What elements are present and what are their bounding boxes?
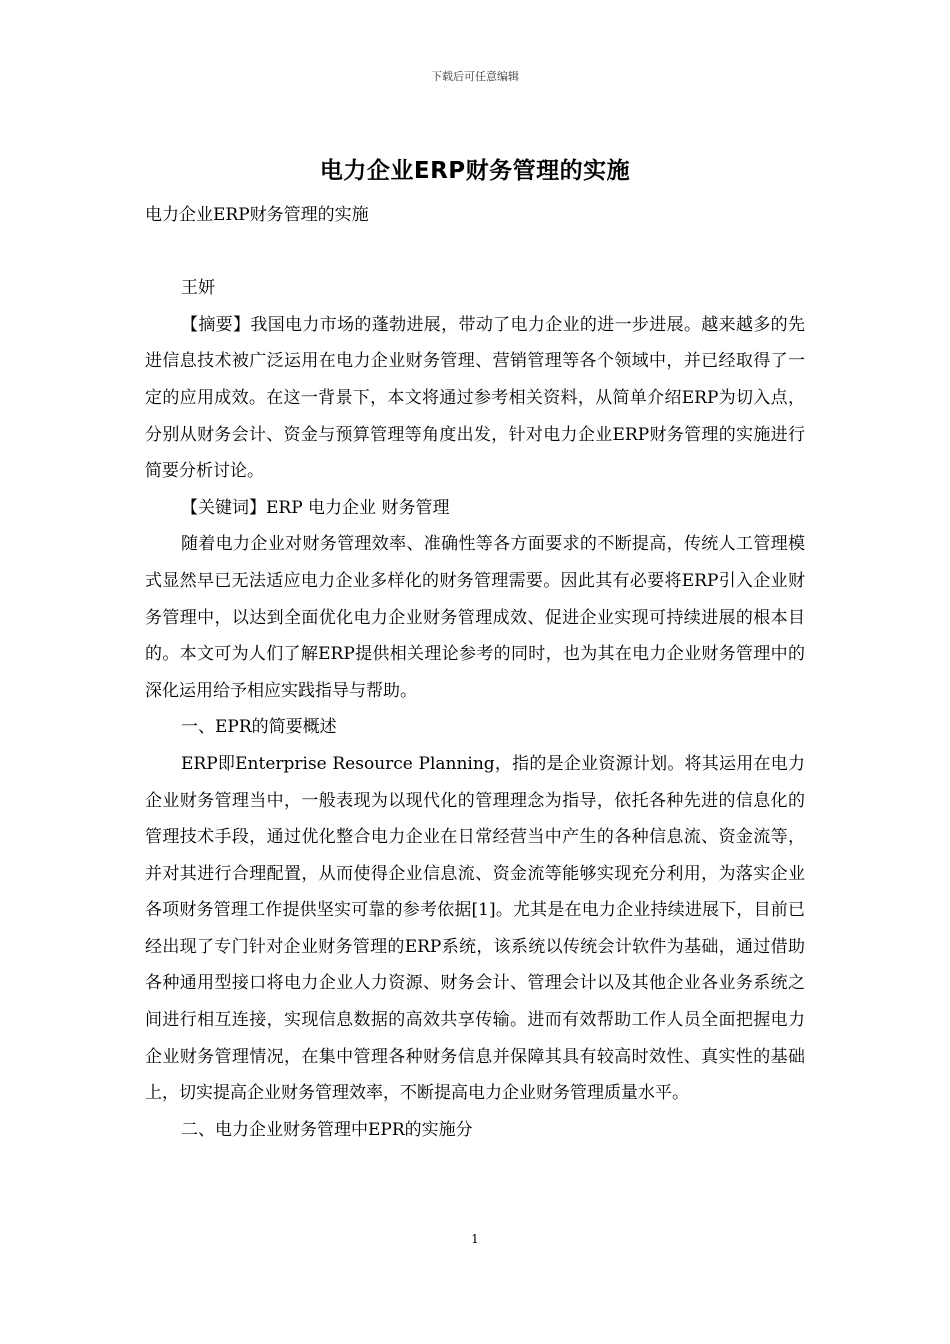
document-subtitle: 电力企业ERP财务管理的实施 xyxy=(145,205,369,225)
abstract-paragraph: 【摘要】我国电力市场的蓬勃进展，带动了电力企业的进一步进展。越来越多的先进信息技术被广泛运用在电力企业财务管理、营销管理等各个领域中，并已经取得了一定的应用成效。在这一背景下，本文将通过参考相关资料，从简单介绍ERP为切入点，分别从财务会计、资金与预算管理等角度出发，针对电力企业ERP财务管理的实施进行简要分析讨论。 xyxy=(145,314,805,482)
page-number: 1 xyxy=(471,1232,479,1246)
section-heading-1: 一、EPR的简要概述 xyxy=(181,717,337,738)
section-heading-2: 二、电力企业财务管理中EPR的实施分 xyxy=(181,1119,473,1140)
document-body xyxy=(145,197,805,1148)
keywords-paragraph: 【关键词】ERP 电力企业 财务管理 xyxy=(181,497,450,518)
section-1-paragraph: ERP即Enterprise Resource Planning，指的是企业资源计划。将其运用在电力企业财务管理当中，一般表现为以现代化的管理理念为指导，依托各种先进的信息化的管理技术手段，通过优化整合电力企业在日常经营当中产生的各种信息流、资金流等，并对其进行合理配置，从而使得企业信息流、资金流等能够实现充分利用，为落实企业各项财务管理工作提供坚实可靠的参考依据[1]。尤其是在电力企业持续进展下，目前已经出现了专门针对企业财务管理的ERP系统，该系统以传统会计软件为基础，通过借助各种通用型接口将电力企业人力资源、财务会计、管理会计以及其他企业各业务系统之间进行相互连接，实现信息数据的高效共享传输。进而有效帮助工作人员全面把握电力企业财务管理情况，在集中管理各种财务信息并保障其具有较高时效性、真实性的基础上，切实提高企业财务管理效率，不断提高电力企业财务管理质量水平。 xyxy=(145,753,805,1104)
intro-paragraph: 随着电力企业对财务管理效率、准确性等各方面要求的不断提高，传统人工管理模式显然早已无法适应电力企业多样化的财务管理需要。因此其有必要将ERP引入企业财务管理中，以达到全面优化电力企业财务管理成效、促进企业实现可持续进展的根本目的。本文可为人们了解ERP提供相关理论参考的同时，也为其在电力企业财务管理中的深化运用给予相应实践指导与帮助。 xyxy=(145,534,805,701)
blank-line xyxy=(145,234,805,271)
page-header-note: 下载后可任意编辑 xyxy=(431,70,519,83)
author-name: 王妍 xyxy=(181,278,215,299)
document-title: 电力企业ERP财务管理的实施 xyxy=(319,158,631,184)
